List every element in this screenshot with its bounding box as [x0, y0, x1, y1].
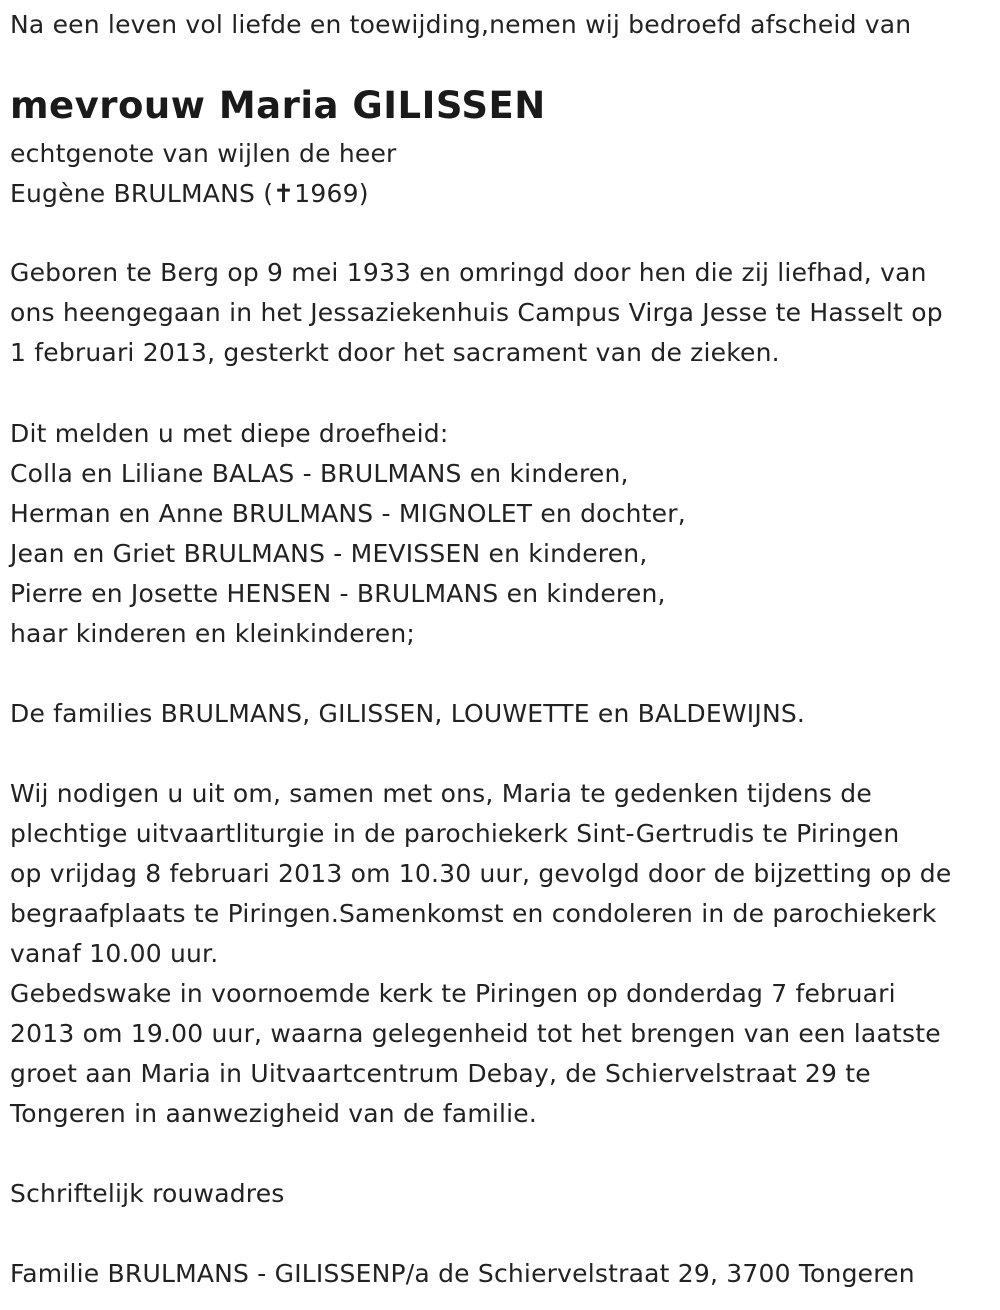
service-line: begraafplaats te Piringen.Samenkomst en condoleren in de parochiekerk	[10, 899, 937, 928]
address-label: Schriftelijk rouwadres	[10, 1179, 285, 1208]
spouse-line: echtgenote van wijlen de heer	[10, 139, 397, 168]
service-line: 2013 om 19.00 uur, waarna gelegenheid tot het brengen van een laatste	[10, 1019, 941, 1048]
family-line: Herman en Anne BRULMANS - MIGNOLET en dochter,	[10, 499, 686, 528]
families-line: De families BRULMANS, GILISSEN, LOUWETTE en BALDEWIJNS.	[10, 699, 806, 728]
service-line: plechtige uitvaartliturgie in de parochiekerk Sint-Gertrudis te Piringen	[10, 819, 900, 848]
birth-death-line: ons heengegaan in het Jessaziekenhuis Campus Virga Jesse te Hasselt op	[10, 298, 943, 327]
service-line: Tongeren in aanwezigheid van de familie.	[10, 1099, 538, 1128]
mourning-address: Familie BRULMANS - GILISSENP/a de Schiervelstraat 29, 3700 Tongeren	[10, 1259, 915, 1288]
birth-death-line: 1 februari 2013, gesterkt door het sacrament van de zieken.	[10, 338, 780, 367]
service-line: vanaf 10.00 uur.	[10, 939, 219, 968]
service-line: Gebedswake in voornoemde kerk te Piringen op donderdag 7 februari	[10, 979, 896, 1008]
family-line: Colla en Liliane BALAS - BRULMANS en kinderen,	[10, 459, 629, 488]
deceased-name: mevrouw Maria GILISSEN	[10, 84, 546, 127]
service-line: Wij nodigen u uit om, samen met ons, Maria te gedenken tijdens de	[10, 779, 872, 808]
birth-death-line: Geboren te Berg op 9 mei 1933 en omringd door hen die zij liefhad, van	[10, 258, 927, 287]
family-line: Jean en Griet BRULMANS - MEVISSEN en kinderen,	[10, 539, 648, 568]
family-line: Dit melden u met diepe droefheid:	[10, 419, 449, 448]
service-line: op vrijdag 8 februari 2013 om 10.30 uur, gevolgd door de bijzetting op de	[10, 859, 952, 888]
family-line: Pierre en Josette HENSEN - BRULMANS en kinderen,	[10, 579, 666, 608]
spouse-line: Eugène BRULMANS (✝1969)	[10, 179, 369, 208]
intro-text: Na een leven vol liefde en toewijding,nemen wij bedroefd afscheid van	[10, 10, 912, 39]
service-line: groet aan Maria in Uitvaartcentrum Debay, de Schiervelstraat 29 te	[10, 1059, 871, 1088]
family-line: haar kinderen en kleinkinderen;	[10, 619, 415, 648]
